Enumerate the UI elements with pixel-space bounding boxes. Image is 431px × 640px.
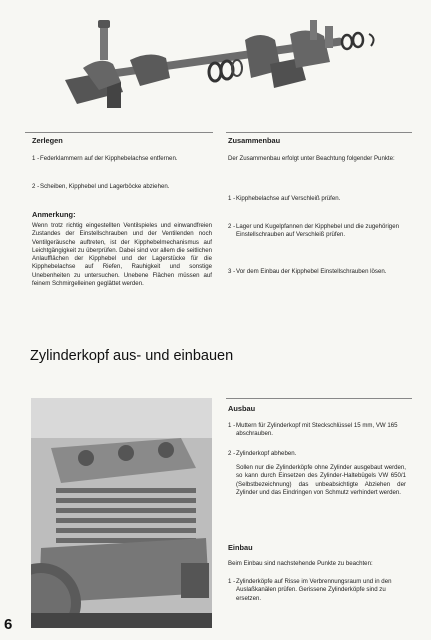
einbau-heading: Einbau (228, 543, 253, 552)
item-text: Vor dem Einbau der Kipphebel Einstellschrauben lösen. (236, 268, 387, 275)
anmerkung-heading: Anmerkung: (32, 210, 76, 219)
einbau-intro: Beim Einbau sind nachstehende Punkte zu beachten: (228, 560, 373, 567)
item-number: 3 - (228, 268, 236, 275)
section-title: Zylinderkopf aus- und einbauen (30, 348, 234, 364)
item-text: Lager und Kugelpfannen der Kipphebel und die zugehörigen Einstellschrauben auf Verschleiß prüfen. (236, 223, 399, 239)
rocker-shaft-exploded-illustration (55, 20, 385, 130)
zusammenbau-intro: Der Zusammenbau erfolgt unter Beachtung folgender Punkte: (228, 155, 395, 162)
rule-left (25, 132, 213, 133)
ausbau-note: Sollen nur die Zylinderköpfe ohne Zylinder ausgebaut werden, so kann durch Einsetzen des Zylinder-Haltebügels VW 650/1 (Selbstbezeichnung) das unbeabsichtigte Abziehen der Zylinder und das Eindringen von Schmutz verhindert werden. (236, 464, 406, 496)
item-number: 1 - (228, 578, 236, 585)
ausbau-heading: Ausbau (228, 404, 256, 413)
item-number: 1 - (228, 422, 236, 429)
rule-ausbau (226, 398, 412, 399)
anmerkung-text: Wenn trotz richtig eingestellten Ventilspieles und einwandfreien Zustandes der Einstellschrauben und der Ventilenden noch Ventilgeräusche auftreten, ist der Kipphebelmechanismus auf Leichtgängigkeit zu überprüfen. Dabei sind vor allem die seitlichen Anlaufflächen der Kipphebel und der Lagerstücke für die Kipphebelachse auf Riefen, Rauhigkeit und sonstige Unebenheiten zu untersuchen. Unebene Flächen müssen auf feinem Schmirgelleinen geglättet werden. (32, 222, 212, 288)
item-text: Kipphebelachse auf Verschleiß prüfen. (236, 195, 341, 202)
page-number: 6 (4, 616, 13, 633)
item-number: 1 - (228, 195, 236, 202)
item-number: 2 - (228, 450, 236, 457)
item-text: Muttern für Zylinderkopf mit Steckschlüssel 15 mm, VW 165 abschrauben. (236, 422, 398, 438)
rule-right (226, 132, 412, 133)
item-number: 2 - (32, 183, 40, 190)
zusammenbau-heading: Zusammenbau (228, 136, 281, 145)
zerlegen-heading: Zerlegen (32, 136, 63, 145)
item-number: 1 - (32, 155, 40, 162)
item-number: 2 - (228, 223, 236, 230)
item-text: Zylinderkopf abheben. (236, 450, 297, 457)
item-text: Scheiben, Kipphebel und Lagerböcke abziehen. (40, 183, 170, 190)
cylinder-head-photo (31, 398, 212, 628)
engine-illustration (31, 398, 212, 628)
item-text: Federklammern auf der Kipphebelachse entfernen. (40, 155, 178, 162)
item-text: Zylinderköpfe auf Risse im Verbrennungsraum und in den Auslaßkanälen prüfen. Gerissene Zylinderköpfe sind zu ersetzen. (236, 578, 392, 602)
